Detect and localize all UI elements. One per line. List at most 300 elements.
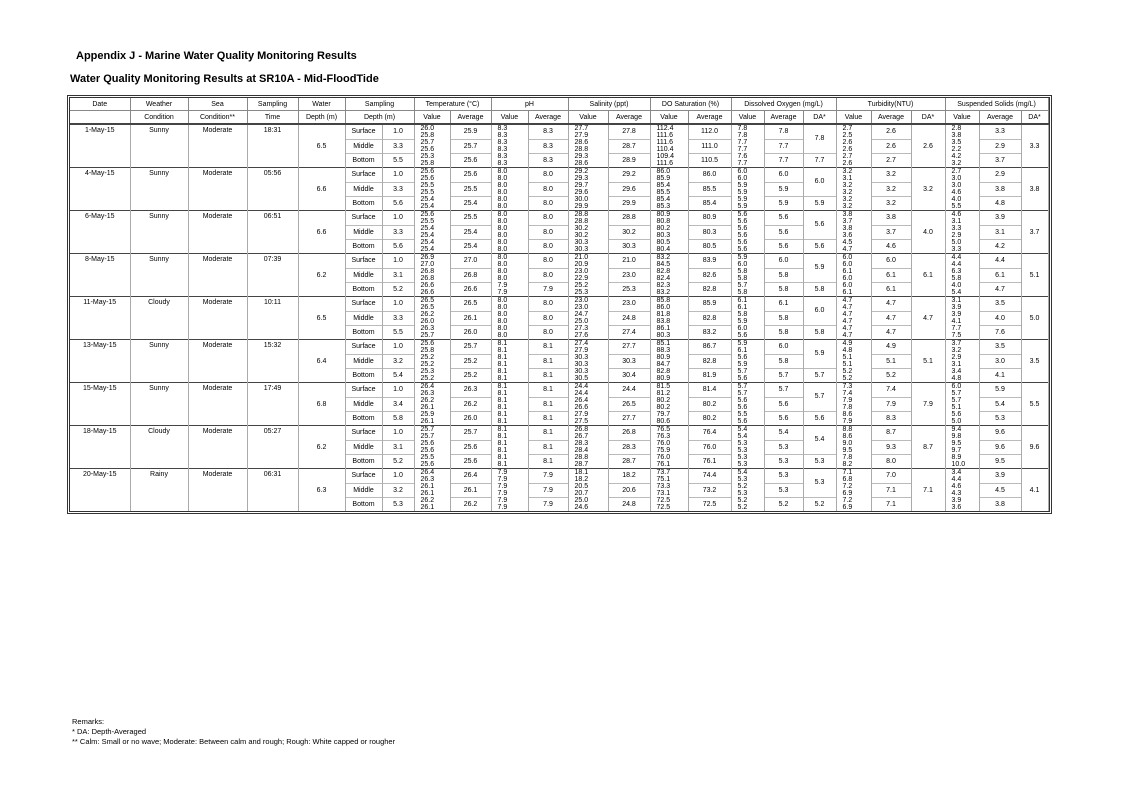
ss-average-cell: 3.9 bbox=[979, 469, 1021, 484]
temp-value-cell: 25.4 bbox=[414, 196, 450, 203]
date-cell: 4-May-15 bbox=[70, 168, 130, 211]
dosat-average-cell: 76.4 bbox=[688, 426, 731, 441]
do-value-cell: 5.3 bbox=[731, 490, 764, 497]
ph-value-cell: 8.1 bbox=[491, 411, 528, 418]
temp-average-cell: 26.5 bbox=[450, 297, 491, 312]
ph-value-cell: 8.1 bbox=[491, 361, 528, 368]
do-average-cell: 7.7 bbox=[764, 153, 803, 168]
ss-average-cell: 3.9 bbox=[979, 211, 1021, 226]
sal-value-cell: 18.2 bbox=[568, 476, 608, 483]
temp-value-cell: 26.3 bbox=[414, 476, 450, 483]
temp-average-cell: 25.7 bbox=[450, 426, 491, 441]
ss-value-cell: 5.0 bbox=[945, 239, 979, 246]
sal-average-cell: 25.3 bbox=[608, 282, 650, 297]
dosat-value-cell: 86.1 bbox=[650, 325, 688, 332]
date-cell: 11-May-15 bbox=[70, 297, 130, 340]
temp-value-cell: 25.5 bbox=[414, 182, 450, 189]
sal-average-cell: 28.7 bbox=[608, 454, 650, 469]
temp-average-cell: 25.7 bbox=[450, 340, 491, 355]
do-value-cell: 5.2 bbox=[731, 497, 764, 504]
level-depth-cell: 5.3 bbox=[382, 497, 414, 511]
temp-value-cell: 25.9 bbox=[414, 411, 450, 418]
ph-value-cell: 7.9 bbox=[491, 282, 528, 289]
water-depth-cell: 6.4 bbox=[298, 340, 345, 383]
temp-value-cell: 26.8 bbox=[414, 268, 450, 275]
turbidity-value-cell: 4.7 bbox=[836, 325, 871, 332]
do-average-cell: 5.8 bbox=[764, 282, 803, 297]
dosat-average-cell: 81.9 bbox=[688, 368, 731, 383]
ss-value-cell: 5.0 bbox=[945, 418, 979, 426]
sal-average-cell: 30.4 bbox=[608, 368, 650, 383]
header-do-da: DA* bbox=[803, 111, 836, 125]
level-name-cell: Bottom bbox=[345, 239, 382, 254]
do-value-cell: 5.9 bbox=[731, 361, 764, 368]
level-name-cell: Bottom bbox=[345, 196, 382, 211]
level-name-cell: Middle bbox=[345, 268, 382, 282]
sal-value-cell: 27.4 bbox=[568, 340, 608, 348]
level-name-cell: Middle bbox=[345, 139, 382, 153]
temp-value-cell: 25.5 bbox=[414, 454, 450, 461]
dosat-average-cell: 85.9 bbox=[688, 297, 731, 312]
ss-value-cell: 4.4 bbox=[945, 254, 979, 262]
ss-average-cell: 4.4 bbox=[979, 254, 1021, 269]
turbidity-average-cell: 3.8 bbox=[871, 211, 911, 226]
level-name-cell: Surface bbox=[345, 297, 382, 312]
dosat-average-cell: 76.1 bbox=[688, 454, 731, 469]
dosat-average-cell: 74.4 bbox=[688, 469, 731, 484]
ph-average-cell: 8.0 bbox=[528, 182, 568, 196]
level-name-cell: Middle bbox=[345, 182, 382, 196]
temp-value-cell: 25.5 bbox=[414, 189, 450, 196]
turbidity-value-cell: 8.8 bbox=[836, 426, 871, 434]
sal-value-cell: 29.7 bbox=[568, 182, 608, 189]
sal-value-cell: 28.8 bbox=[568, 146, 608, 153]
temp-value-cell: 26.4 bbox=[414, 383, 450, 391]
ph-value-cell: 8.0 bbox=[491, 239, 528, 246]
level-name-cell: Middle bbox=[345, 354, 382, 368]
sal-value-cell: 21.0 bbox=[568, 254, 608, 262]
dosat-value-cell: 81.2 bbox=[650, 390, 688, 397]
dosat-average-cell: 82.6 bbox=[688, 268, 731, 282]
ss-da-cell: 5.0 bbox=[1021, 297, 1048, 340]
ss-average-cell: 6.1 bbox=[979, 268, 1021, 282]
ph-value-cell: 8.0 bbox=[491, 254, 528, 262]
do-value-cell: 5.3 bbox=[731, 476, 764, 483]
sal-value-cell: 27.9 bbox=[568, 132, 608, 139]
ph-average-cell: 8.1 bbox=[528, 397, 568, 411]
sampling-time-cell: 07:39 bbox=[247, 254, 298, 297]
do-average-cell: 6.0 bbox=[764, 168, 803, 183]
turbidity-value-cell: 2.6 bbox=[836, 146, 871, 153]
sampling-time-cell: 15:32 bbox=[247, 340, 298, 383]
sea-condition-cell: Moderate bbox=[188, 211, 247, 254]
ss-da-cell: 3.7 bbox=[1021, 211, 1048, 254]
turbidity-da-cell: 3.2 bbox=[911, 168, 945, 211]
do-average-cell: 5.6 bbox=[764, 397, 803, 411]
ph-value-cell: 8.0 bbox=[491, 211, 528, 219]
ss-value-cell: 10.0 bbox=[945, 461, 979, 469]
ss-average-cell: 3.8 bbox=[979, 497, 1021, 511]
temp-value-cell: 25.7 bbox=[414, 332, 450, 340]
dosat-value-cell: 79.7 bbox=[650, 411, 688, 418]
dosat-value-cell: 80.9 bbox=[650, 375, 688, 383]
dosat-value-cell: 83.2 bbox=[650, 289, 688, 297]
turbidity-value-cell: 4.7 bbox=[836, 311, 871, 318]
header-weather: Weather bbox=[130, 98, 188, 111]
temp-value-cell: 25.8 bbox=[414, 347, 450, 354]
water-depth-cell: 6.2 bbox=[298, 426, 345, 469]
sal-value-cell: 29.2 bbox=[568, 168, 608, 176]
appendix-title: Appendix J - Marine Water Quality Monitoring Results bbox=[76, 50, 357, 62]
dosat-average-cell: 110.5 bbox=[688, 153, 731, 168]
turbidity-da-cell: 4.0 bbox=[911, 211, 945, 254]
turbidity-value-cell: 4.5 bbox=[836, 239, 871, 246]
temp-average-cell: 26.3 bbox=[450, 383, 491, 398]
temp-value-cell: 25.8 bbox=[414, 160, 450, 168]
ph-value-cell: 8.1 bbox=[491, 440, 528, 447]
sal-average-cell: 24.8 bbox=[608, 497, 650, 511]
dosat-value-cell: 82.3 bbox=[650, 282, 688, 289]
header-sal-value: Value bbox=[568, 111, 608, 125]
do-value-cell: 5.8 bbox=[731, 311, 764, 318]
level-depth-cell: 1.0 bbox=[382, 383, 414, 398]
level-name-cell: Surface bbox=[345, 340, 382, 355]
temp-value-cell: 25.8 bbox=[414, 132, 450, 139]
ss-da-cell: 3.5 bbox=[1021, 340, 1048, 383]
ph-average-cell: 8.0 bbox=[528, 196, 568, 211]
temp-value-cell: 25.6 bbox=[414, 211, 450, 219]
temp-average-cell: 25.6 bbox=[450, 168, 491, 183]
sal-average-cell: 28.3 bbox=[608, 440, 650, 454]
ss-value-cell: 5.8 bbox=[945, 275, 979, 282]
level-depth-cell: 3.3 bbox=[382, 225, 414, 239]
turbidity-value-cell: 3.2 bbox=[836, 182, 871, 189]
date-cell: 6-May-15 bbox=[70, 211, 130, 254]
ss-da-cell: 4.1 bbox=[1021, 469, 1048, 512]
ph-value-cell: 8.0 bbox=[491, 168, 528, 176]
ph-value-cell: 8.0 bbox=[491, 297, 528, 305]
sal-value-cell: 27.6 bbox=[568, 332, 608, 340]
do-value-cell: 6.0 bbox=[731, 168, 764, 176]
temp-average-cell: 25.4 bbox=[450, 225, 491, 239]
weather-cell: Sunny bbox=[130, 168, 188, 211]
ss-average-cell: 4.2 bbox=[979, 239, 1021, 254]
do-value-cell: 5.6 bbox=[731, 354, 764, 361]
sal-value-cell: 23.0 bbox=[568, 268, 608, 275]
turbidity-value-cell: 5.2 bbox=[836, 375, 871, 383]
sea-condition-cell: Moderate bbox=[188, 124, 247, 168]
dosat-value-cell: 72.5 bbox=[650, 504, 688, 511]
temp-value-cell: 26.3 bbox=[414, 325, 450, 332]
remarks bbox=[72, 717, 395, 747]
do-value-cell: 5.4 bbox=[731, 469, 764, 477]
ss-value-cell: 5.4 bbox=[945, 289, 979, 297]
ph-average-cell: 7.9 bbox=[528, 497, 568, 511]
dosat-average-cell: 81.4 bbox=[688, 383, 731, 398]
turbidity-value-cell: 2.6 bbox=[836, 160, 871, 168]
temp-value-cell: 26.4 bbox=[414, 469, 450, 477]
do-value-cell: 6.1 bbox=[731, 304, 764, 311]
level-depth-cell: 3.3 bbox=[382, 182, 414, 196]
turbidity-value-cell: 6.9 bbox=[836, 504, 871, 511]
ph-value-cell: 8.0 bbox=[491, 311, 528, 318]
ph-average-cell: 8.1 bbox=[528, 354, 568, 368]
turbidity-value-cell: 4.7 bbox=[836, 304, 871, 311]
ss-average-cell: 3.5 bbox=[979, 340, 1021, 355]
sal-average-cell: 30.3 bbox=[608, 239, 650, 254]
turbidity-value-cell: 7.4 bbox=[836, 390, 871, 397]
turbidity-value-cell: 8.6 bbox=[836, 411, 871, 418]
temp-value-cell: 25.7 bbox=[414, 433, 450, 440]
temp-value-cell: 26.1 bbox=[414, 490, 450, 497]
ph-value-cell: 8.1 bbox=[491, 397, 528, 404]
sal-value-cell: 28.8 bbox=[568, 218, 608, 225]
turbidity-value-cell: 4.7 bbox=[836, 297, 871, 305]
temp-value-cell: 26.1 bbox=[414, 483, 450, 490]
header-salinity: Salinity (ppt) bbox=[568, 98, 650, 111]
ph-value-cell: 8.3 bbox=[491, 139, 528, 146]
ss-value-cell: 4.0 bbox=[945, 282, 979, 289]
turbidity-value-cell: 3.7 bbox=[836, 218, 871, 225]
dosat-value-cell: 76.0 bbox=[650, 454, 688, 461]
water-depth-cell: 6.6 bbox=[298, 168, 345, 211]
water-depth-cell: 6.5 bbox=[298, 124, 345, 168]
ss-average-cell: 3.8 bbox=[979, 182, 1021, 196]
sal-value-cell: 28.4 bbox=[568, 447, 608, 454]
sal-average-cell: 26.5 bbox=[608, 397, 650, 411]
sal-value-cell: 30.3 bbox=[568, 246, 608, 254]
dosat-value-cell: 76.5 bbox=[650, 426, 688, 434]
do-da-bottom-cell: 5.2 bbox=[803, 497, 836, 511]
ss-average-cell: 5.9 bbox=[979, 383, 1021, 398]
ph-value-cell: 8.0 bbox=[491, 325, 528, 332]
temp-value-cell: 25.6 bbox=[414, 175, 450, 182]
turbidity-value-cell: 6.9 bbox=[836, 490, 871, 497]
header-ss-average: Average bbox=[979, 111, 1021, 125]
ph-value-cell: 8.0 bbox=[491, 268, 528, 275]
turbidity-da-cell: 7.9 bbox=[911, 383, 945, 426]
sal-average-cell: 28.7 bbox=[608, 139, 650, 153]
do-da-cell: 5.4 bbox=[803, 426, 836, 455]
level-name-cell: Surface bbox=[345, 168, 382, 183]
sal-average-cell: 24.8 bbox=[608, 311, 650, 325]
dosat-value-cell: 83.8 bbox=[650, 318, 688, 325]
ss-value-cell: 3.6 bbox=[945, 504, 979, 511]
dosat-value-cell: 82.4 bbox=[650, 275, 688, 282]
do-value-cell: 6.0 bbox=[731, 261, 764, 268]
temp-average-cell: 25.6 bbox=[450, 153, 491, 168]
sal-value-cell: 24.7 bbox=[568, 311, 608, 318]
ph-value-cell: 8.3 bbox=[491, 153, 528, 160]
sal-average-cell: 30.2 bbox=[608, 225, 650, 239]
ph-value-cell: 7.9 bbox=[491, 504, 528, 511]
do-value-cell: 5.6 bbox=[731, 375, 764, 383]
temp-value-cell: 26.0 bbox=[414, 318, 450, 325]
sal-value-cell: 28.6 bbox=[568, 139, 608, 146]
dosat-average-cell: 80.5 bbox=[688, 239, 731, 254]
date-cell: 8-May-15 bbox=[70, 254, 130, 297]
sal-value-cell: 29.3 bbox=[568, 175, 608, 182]
header-do-saturation: DO Saturation (%) bbox=[650, 98, 731, 111]
dosat-value-cell: 111.6 bbox=[650, 139, 688, 146]
do-average-cell: 6.0 bbox=[764, 340, 803, 355]
turbidity-value-cell: 9.5 bbox=[836, 447, 871, 454]
do-value-cell: 5.3 bbox=[731, 440, 764, 447]
do-value-cell: 5.6 bbox=[731, 239, 764, 246]
turbidity-average-cell: 7.1 bbox=[871, 483, 911, 497]
sal-value-cell: 20.9 bbox=[568, 261, 608, 268]
ph-average-cell: 8.0 bbox=[528, 254, 568, 269]
temp-value-cell: 25.5 bbox=[414, 218, 450, 225]
temp-value-cell: 26.1 bbox=[414, 418, 450, 426]
level-name-cell: Bottom bbox=[345, 411, 382, 426]
ss-value-cell: 2.9 bbox=[945, 232, 979, 239]
temp-average-cell: 25.9 bbox=[450, 124, 491, 139]
weather-cell: Sunny bbox=[130, 254, 188, 297]
dosat-average-cell: 83.2 bbox=[688, 325, 731, 340]
temp-average-cell: 25.2 bbox=[450, 368, 491, 383]
ph-value-cell: 8.0 bbox=[491, 225, 528, 232]
turbidity-value-cell: 6.0 bbox=[836, 254, 871, 262]
ss-average-cell: 4.7 bbox=[979, 282, 1021, 297]
dosat-value-cell: 82.8 bbox=[650, 268, 688, 275]
do-average-cell: 5.6 bbox=[764, 411, 803, 426]
ph-average-cell: 8.3 bbox=[528, 139, 568, 153]
ss-value-cell: 2.7 bbox=[945, 168, 979, 176]
do-value-cell: 5.7 bbox=[731, 368, 764, 375]
do-value-cell: 5.6 bbox=[731, 246, 764, 254]
dosat-average-cell: 82.8 bbox=[688, 282, 731, 297]
sal-value-cell: 30.5 bbox=[568, 375, 608, 383]
dosat-value-cell: 75.1 bbox=[650, 476, 688, 483]
sal-value-cell: 28.8 bbox=[568, 454, 608, 461]
header-sea: Sea bbox=[188, 98, 247, 111]
turbidity-value-cell: 3.8 bbox=[836, 211, 871, 219]
turbidity-average-cell: 4.7 bbox=[871, 325, 911, 340]
level-name-cell: Bottom bbox=[345, 282, 382, 297]
ph-value-cell: 8.3 bbox=[491, 146, 528, 153]
dosat-value-cell: 72.5 bbox=[650, 497, 688, 504]
temp-value-cell: 26.3 bbox=[414, 390, 450, 397]
temp-value-cell: 25.4 bbox=[414, 203, 450, 211]
dosat-value-cell: 76.1 bbox=[650, 461, 688, 469]
weather-cell: Cloudy bbox=[130, 297, 188, 340]
ph-average-cell: 8.1 bbox=[528, 368, 568, 383]
do-value-cell: 5.9 bbox=[731, 340, 764, 348]
ss-value-cell: 3.1 bbox=[945, 218, 979, 225]
do-value-cell: 7.7 bbox=[731, 146, 764, 153]
temp-value-cell: 25.2 bbox=[414, 354, 450, 361]
turbidity-average-cell: 4.7 bbox=[871, 297, 911, 312]
do-value-cell: 6.1 bbox=[731, 297, 764, 305]
ss-average-cell: 7.6 bbox=[979, 325, 1021, 340]
level-depth-cell: 3.3 bbox=[382, 139, 414, 153]
ph-value-cell: 8.0 bbox=[491, 275, 528, 282]
header-sampling-depth-sub: Depth (m) bbox=[345, 111, 414, 125]
ss-value-cell: 7.7 bbox=[945, 325, 979, 332]
dosat-value-cell: 76.3 bbox=[650, 433, 688, 440]
do-da-bottom-cell: 5.3 bbox=[803, 454, 836, 469]
temp-value-cell: 25.6 bbox=[414, 340, 450, 348]
turbidity-average-cell: 5.1 bbox=[871, 354, 911, 368]
turbidity-value-cell: 9.0 bbox=[836, 440, 871, 447]
sal-value-cell: 28.6 bbox=[568, 160, 608, 168]
ss-average-cell: 2.9 bbox=[979, 139, 1021, 153]
level-depth-cell: 1.0 bbox=[382, 211, 414, 226]
ph-average-cell: 8.0 bbox=[528, 211, 568, 226]
dosat-average-cell: 80.3 bbox=[688, 225, 731, 239]
header-temp-average: Average bbox=[450, 111, 491, 125]
level-depth-cell: 5.2 bbox=[382, 282, 414, 297]
dosat-average-cell: 83.9 bbox=[688, 254, 731, 269]
date-cell: 20-May-15 bbox=[70, 469, 130, 512]
ss-value-cell: 3.9 bbox=[945, 304, 979, 311]
level-name-cell: Bottom bbox=[345, 325, 382, 340]
do-value-cell: 7.7 bbox=[731, 160, 764, 168]
level-depth-cell: 1.0 bbox=[382, 469, 414, 484]
do-value-cell: 6.1 bbox=[731, 347, 764, 354]
header-dissolved-oxygen: Dissolved Oxygen (mg/L) bbox=[731, 98, 836, 111]
ph-value-cell: 8.1 bbox=[491, 375, 528, 383]
dosat-value-cell: 112.4 bbox=[650, 124, 688, 132]
turbidity-value-cell: 4.8 bbox=[836, 347, 871, 354]
turbidity-value-cell: 4.7 bbox=[836, 332, 871, 340]
header-sea-sub: Condition** bbox=[188, 111, 247, 125]
ss-value-cell: 5.6 bbox=[945, 411, 979, 418]
ph-average-cell: 8.1 bbox=[528, 440, 568, 454]
header-date-sub bbox=[70, 111, 130, 125]
ss-average-cell: 9.5 bbox=[979, 454, 1021, 469]
water-depth-cell: 6.3 bbox=[298, 469, 345, 512]
sal-average-cell: 27.7 bbox=[608, 340, 650, 355]
sea-condition-cell: Moderate bbox=[188, 297, 247, 340]
level-depth-cell: 1.0 bbox=[382, 426, 414, 441]
ph-value-cell: 8.0 bbox=[491, 189, 528, 196]
do-da-bottom-cell: 5.7 bbox=[803, 368, 836, 383]
turbidity-average-cell: 8.0 bbox=[871, 454, 911, 469]
do-value-cell: 5.6 bbox=[731, 225, 764, 232]
temp-value-cell: 25.7 bbox=[414, 426, 450, 434]
ss-value-cell: 5.7 bbox=[945, 390, 979, 397]
ss-value-cell: 2.8 bbox=[945, 124, 979, 132]
dosat-value-cell: 80.8 bbox=[650, 218, 688, 225]
turbidity-value-cell: 2.7 bbox=[836, 124, 871, 132]
sal-average-cell: 26.8 bbox=[608, 426, 650, 441]
sampling-time-cell: 06:51 bbox=[247, 211, 298, 254]
ss-value-cell: 3.2 bbox=[945, 347, 979, 354]
sal-value-cell: 26.7 bbox=[568, 433, 608, 440]
level-name-cell: Surface bbox=[345, 254, 382, 269]
do-average-cell: 5.4 bbox=[764, 426, 803, 441]
table-row bbox=[70, 254, 1048, 262]
do-value-cell: 5.6 bbox=[731, 418, 764, 426]
level-depth-cell: 5.2 bbox=[382, 454, 414, 469]
temp-value-cell: 26.5 bbox=[414, 304, 450, 311]
dosat-average-cell: 80.9 bbox=[688, 211, 731, 226]
turbidity-da-cell: 8.7 bbox=[911, 426, 945, 469]
ph-value-cell: 7.9 bbox=[491, 490, 528, 497]
do-da-bottom-cell: 5.9 bbox=[803, 196, 836, 211]
sal-average-cell: 24.4 bbox=[608, 383, 650, 398]
sal-average-cell: 28.9 bbox=[608, 153, 650, 168]
dosat-value-cell: 84.7 bbox=[650, 361, 688, 368]
turbidity-value-cell: 6.8 bbox=[836, 476, 871, 483]
ph-average-cell: 7.9 bbox=[528, 282, 568, 297]
ss-value-cell: 6.3 bbox=[945, 268, 979, 275]
do-value-cell: 7.7 bbox=[731, 139, 764, 146]
dosat-average-cell: 85.5 bbox=[688, 182, 731, 196]
dosat-value-cell: 83.2 bbox=[650, 254, 688, 262]
